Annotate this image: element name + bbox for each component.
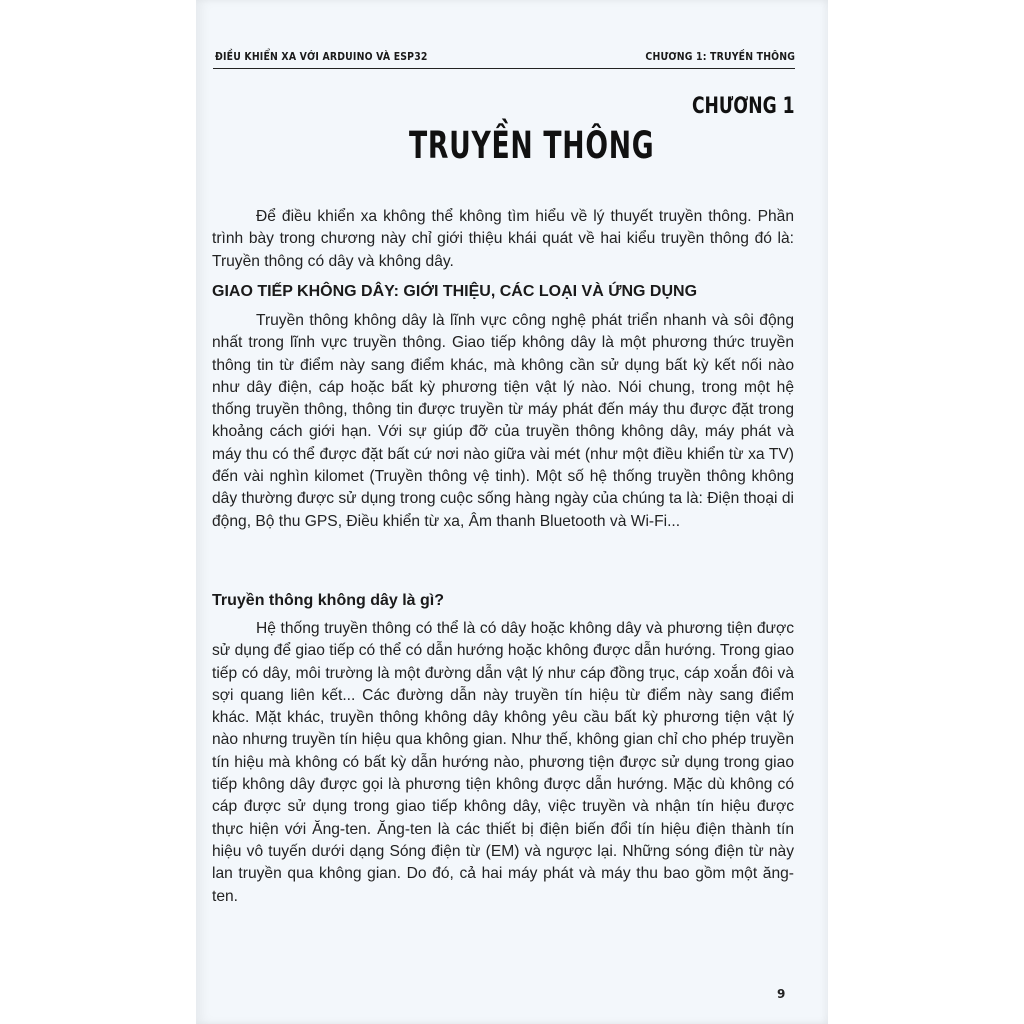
running-header-book-title: ĐIỀU KHIỂN XA VỚI ARDUINO VÀ ESP32 (215, 50, 428, 63)
running-header (215, 48, 795, 66)
running-header-chapter: CHƯƠNG 1: TRUYỀN THÔNG (645, 50, 795, 63)
section2-paragraph (212, 618, 794, 908)
intro-paragraph (212, 206, 794, 273)
chapter-number: CHƯƠNG 1 (692, 94, 795, 119)
section-heading-wireless: GIAO TIẾP KHÔNG DÂY: GIỚI THIỆU, CÁC LOẠI VÀ ỨNG DỤNG (212, 283, 698, 300)
section-heading-what-is-wireless: Truyền thông không dây là gì? (212, 592, 445, 609)
intro-text: Để điều khiển xa không thể không tìm hiểu về lý thuyết truyền thông. Phần trình bày trong chương này chỉ giới thiệu khái quát về hai kiểu truyền thông đó là: Truyền thông có dây và không dây. (212, 208, 794, 270)
chapter-title: TRUYỀN THÔNG (409, 124, 655, 167)
header-rule (213, 68, 795, 69)
section1-paragraph (212, 310, 794, 533)
section2-text: Hệ thống truyền thông có thể là có dây hoặc không dây và phương tiện được sử dụng để giao tiếp có thể có dẫn hướng hoặc không được dẫn hướng. Trong giao tiếp có dây, môi trường là một đường dẫn vật lý như cáp đồng trục, cáp xoắn đôi và sợi quang liên kết... Các đường dẫn này truyền tín hiệu từ điểm này sang điểm khác. Mặt khác, truyền thông không dây không yêu cầu bất kỳ phương tiện vật lý nào nhưng truyền tín hiệu qua không gian. Như thế, không gian chỉ cho phép truyền tín hiệu mà không có bất kỳ dẫn hướng nào, phương tiện được sử dụng trong giao tiếp không dây được gọi là phương tiện không được dẫn hướng. Mặc dù không có cáp được sử dụng trong giao tiếp không dây, việc truyền và nhận tín hiệu được thực hiện với Ăng-ten. Ăng-ten là các thiết bị điện biến đổi tín hiệu điện thành tín hiệu vô tuyến dưới dạng Sóng điện từ (EM) và ngược lại. Những sóng điện từ này lan truyền qua không gian. Do đó, cả hai máy phát và máy thu bao gồm một ăng-ten. (212, 620, 794, 905)
page-number: 9 (777, 987, 786, 1001)
section1-text: Truyền thông không dây là lĩnh vực công nghệ phát triển nhanh và sôi động nhất trong lĩnh vực truyền thông. Giao tiếp không dây là một phương thức truyền thông tin từ điểm này sang điểm khác, mà không cần sử dụng bất kỳ kết nối nào như dây điện, cáp hoặc bất kỳ phương tiện vật lý nào. Nói chung, trong một hệ thống truyền thông, thông tin được truyền từ máy phát đến máy thu được đặt trong khoảng cách giới hạn. Với sự giúp đỡ của truyền thông không dây, máy phát và máy thu có thể được đặt bất cứ nơi nào giữa vài mét (như một điều khiển từ xa TV) đến vài nghìn kilomet (Truyền thông vệ tinh). Một số hệ thống truyền thông không dây thường được sử dụng trong cuộc sống hàng ngày của chúng ta là: Điện thoại di động, Bộ thu GPS, Điều khiển từ xa, Âm thanh Bluetooth và Wi-Fi... (212, 312, 794, 530)
